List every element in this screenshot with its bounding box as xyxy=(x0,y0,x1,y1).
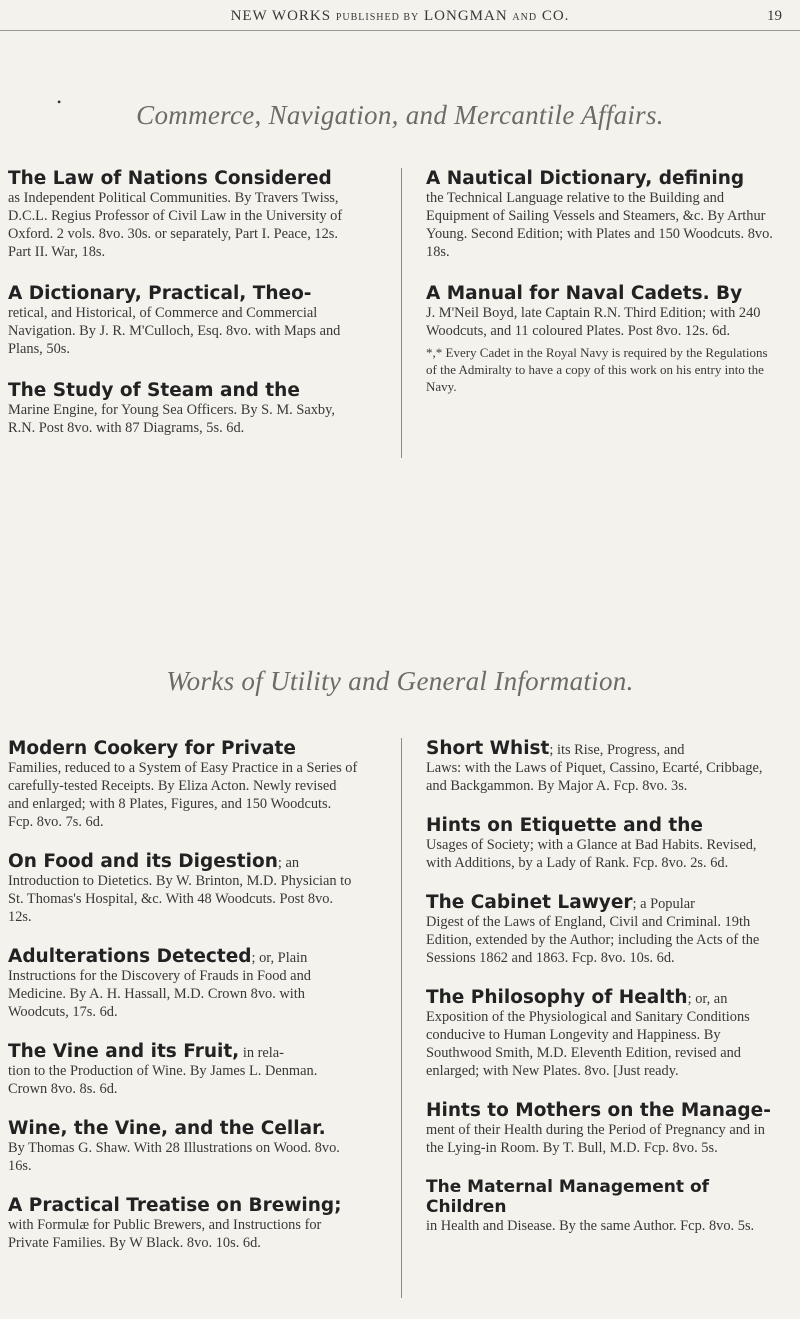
book-title: The Law of Nations Considered xyxy=(8,168,332,189)
book-description: Exposition of the Physiological and Sanitary Conditions conducive to Human Longevity and Happiness. By Southwood Smith, M.D. Eleventh Edition, revised and enlarged; with New Plates. 8vo. [Just ready. xyxy=(426,1009,750,1079)
column-divider xyxy=(401,738,402,1298)
book-entry xyxy=(426,283,778,395)
book-title: Hints on Etiquette and the xyxy=(426,815,703,836)
section1-left-column xyxy=(8,168,360,455)
book-note: *,* Every Cadet in the Royal Navy is required by the Regulations of the Admiralty to have a copy of this work on his entry into the Navy. xyxy=(426,345,768,394)
section-heading-utility: Works of Utility and General Information. xyxy=(166,666,634,696)
book-title: Wine, the Vine, and the Cellar. xyxy=(8,1118,326,1139)
book-entry xyxy=(8,946,360,1021)
book-entry xyxy=(426,987,778,1080)
column-divider xyxy=(401,168,402,458)
book-entry xyxy=(426,815,778,872)
book-description: the Technical Language relative to the Building and Equipment of Sailing Vessels and Steamers, &c. By Arthur Young. Second Edition; with Plates and 150 Woodcuts. 8vo. 18s. xyxy=(426,190,773,260)
book-title: Hints to Mothers on the Manage- xyxy=(426,1100,771,1121)
book-title-rest: ; or, an xyxy=(687,991,728,1007)
page-number: 19 xyxy=(767,8,782,24)
book-title: The Philosophy of Health xyxy=(426,987,688,1008)
book-title: The Cabinet Lawyer xyxy=(426,892,633,913)
book-entry xyxy=(8,1118,360,1175)
book-description: J. M'Neil Boyd, late Captain R.N. Third Edition; with 240 Woodcuts, and 11 coloured Plates. Post 8vo. 12s. 6d. xyxy=(426,305,761,339)
book-entry xyxy=(426,892,778,967)
header-title: NEW WORKS PUBLISHED BY LONGMAN AND CO. xyxy=(230,8,570,24)
book-entry xyxy=(8,283,360,358)
book-description: tion to the Production of Wine. By James L. Denman. Crown 8vo. 8s. 6d. xyxy=(8,1063,318,1097)
book-title-rest: in rela- xyxy=(239,1045,284,1061)
book-description: Marine Engine, for Young Sea Officers. By S. M. Saxby, R.N. Post 8vo. with 87 Diagrams, 5s. 6d. xyxy=(8,402,335,436)
section1-right-column xyxy=(426,168,778,413)
book-description: as Independent Political Communities. By Travers Twiss, D.C.L. Regius Professor of Civil Law in the University of Oxford. 2 vols. 8vo. 30s. or separately, Part I. Peace, 12s. Part II. War, 18s. xyxy=(8,190,343,260)
book-entry xyxy=(8,851,360,926)
book-description: Families, reduced to a System of Easy Practice in a Series of carefully-tested Receipts. By Eliza Acton. Newly revised and enlarged; with 8 Plates, Figures, and 150 Woodcuts. Fcp. 8vo. 7s. 6d. xyxy=(8,760,358,830)
running-header xyxy=(0,6,800,31)
book-entry xyxy=(426,738,778,795)
book-entry xyxy=(8,168,360,261)
book-entry xyxy=(8,1195,360,1252)
book-title-rest: ; or, Plain xyxy=(251,950,308,966)
section-heading-commerce: Commerce, Navigation, and Mercantile Affairs. xyxy=(136,100,664,130)
book-title-rest: ; a Popular xyxy=(632,896,695,912)
book-title: A Practical Treatise on Brewing; xyxy=(8,1195,342,1216)
book-description: in Health and Disease. By the same Author. Fcp. 8vo. 5s. xyxy=(426,1218,755,1234)
bullet-mark: • xyxy=(57,95,62,109)
book-description: Introduction to Dietetics. By W. Brinton, M.D. Physician to St. Thomas's Hospital, &c. With 48 Woodcuts. Post 8vo. 12s. xyxy=(8,873,352,925)
book-description: Usages of Society; with a Glance at Bad Habits. Revised, with Additions, by a Lady of Rank. Fcp. 8vo. 2s. 6d. xyxy=(426,837,757,871)
book-entry xyxy=(8,380,360,437)
book-title: Short Whist xyxy=(426,738,550,759)
book-title: A Nautical Dictionary, defining xyxy=(426,168,745,189)
book-description: ment of their Health during the Period of Pregnancy and in the Lying-in Room. By T. Bull, M.D. Fcp. 8vo. 5s. xyxy=(426,1122,765,1156)
book-entry xyxy=(426,168,778,261)
book-description: Laws: with the Laws of Piquet, Cassino, Ecarté, Cribbage, and Backgammon. By Major A. Fcp. 8vo. 3s. xyxy=(426,760,763,794)
book-description: By Thomas G. Shaw. With 28 Illustrations on Wood. 8vo. 16s. xyxy=(8,1140,340,1174)
book-title: A Dictionary, Practical, Theo- xyxy=(8,283,312,304)
book-entry xyxy=(8,1041,360,1098)
book-entry xyxy=(426,1100,778,1157)
book-description: Instructions for the Discovery of Frauds in Food and Medicine. By A. H. Hassall, M.D. Crown 8vo. with Woodcuts, 17s. 6d. xyxy=(8,968,311,1020)
book-title: On Food and its Digestion xyxy=(8,851,278,872)
book-title: Adulterations Detected xyxy=(8,946,252,967)
book-title-rest: ; an xyxy=(277,855,300,871)
book-title: The Maternal Management of Children xyxy=(426,1177,710,1217)
book-description: with Formulæ for Public Brewers, and Instructions for Private Families. By W Black. 8vo. 10s. 6d. xyxy=(8,1217,322,1251)
book-title-rest: ; its Rise, Progress, and xyxy=(549,742,685,758)
book-entry xyxy=(8,738,360,831)
book-description: Digest of the Laws of England, Civil and Criminal. 19th Edition, extended by the Author; including the Acts of the Sessions 1862 and 1863. Fcp. 8vo. 10s. 6d. xyxy=(426,914,760,966)
book-entry xyxy=(426,1177,778,1235)
book-title: The Study of Steam and the xyxy=(8,380,300,401)
section2-left-column xyxy=(8,738,360,1270)
book-title: Modern Cookery for Private xyxy=(8,738,296,759)
section2-right-column xyxy=(426,738,778,1253)
book-title: The Vine and its Fruit, xyxy=(8,1041,240,1062)
book-description: retical, and Historical, of Commerce and Commercial Navigation. By J. R. M'Culloch, Esq. 8vo. with Maps and Plans, 50s. xyxy=(8,305,341,357)
book-title: A Manual for Naval Cadets. By xyxy=(426,283,743,304)
